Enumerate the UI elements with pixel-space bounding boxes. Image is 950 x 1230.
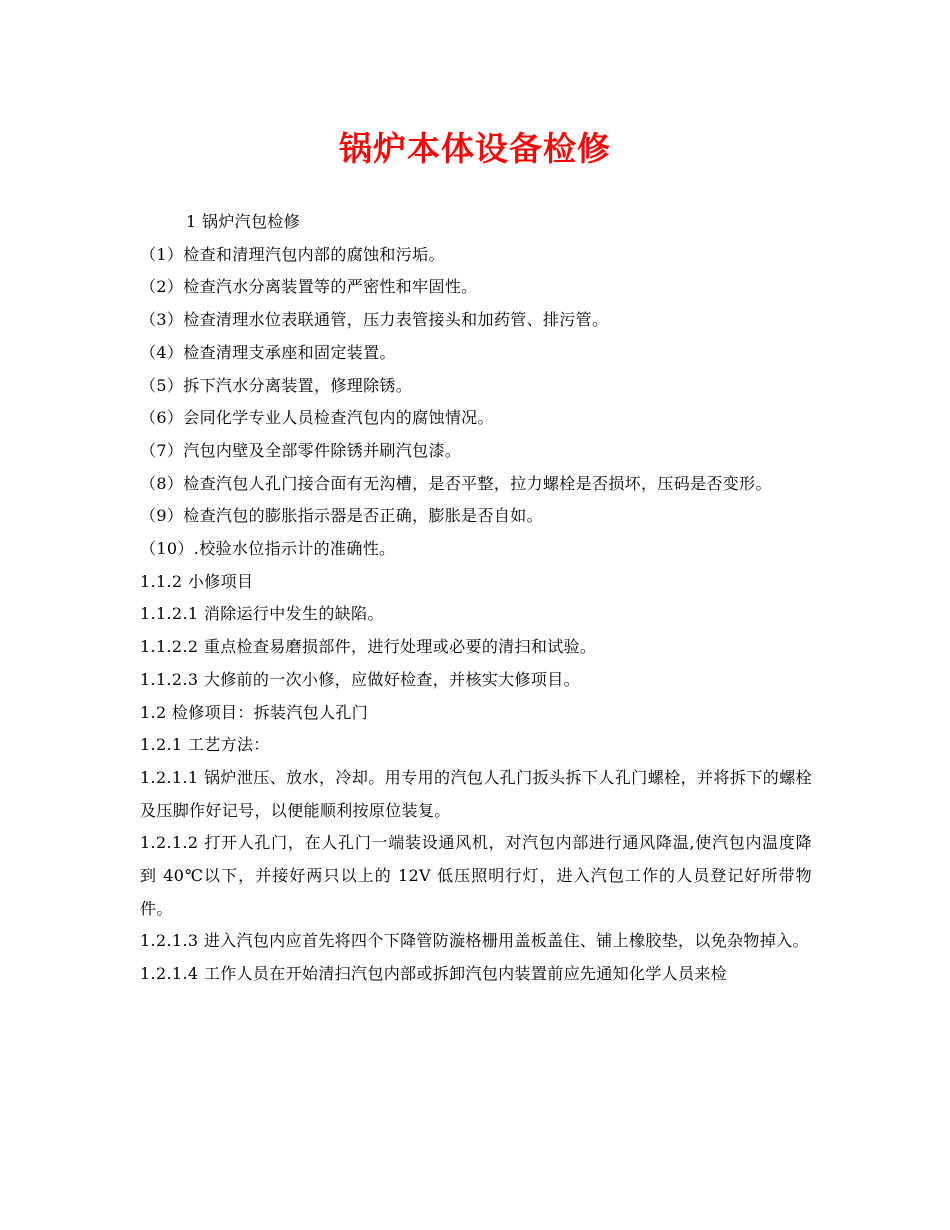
paragraph: 1.2.1.1 锅炉泄压、放水，冷却。用专用的汽包人孔门扳头拆下人孔门螺栓，并将拆下的螺栓及压脚作好记号，以便能顺利按原位装复。 bbox=[140, 767, 812, 820]
paragraph: （3）检查清理水位表联通管，压力表管接头和加药管、排污管。 bbox=[140, 310, 609, 330]
paragraph: 1 锅炉汽包检修 bbox=[186, 212, 301, 231]
paragraph: 1.1.2.3 大修前的一次小修，应做好检查，并核实大修项目。 bbox=[140, 669, 580, 689]
paragraph: （10）.校验水位指示计的准确性。 bbox=[140, 539, 396, 559]
document-body bbox=[140, 206, 812, 991]
paragraph: （1）检查和清理汽包内部的腐蚀和污垢。 bbox=[140, 244, 445, 264]
paragraph: （5）拆下汽水分离装置，修理除锈。 bbox=[140, 375, 413, 395]
paragraph: 1.2.1.2 打开人孔门，在人孔门一端装设通风机，对汽包内部进行通风降温,使汽包内温度降到 40℃以下，并接好两只以上的 12V 低压照明行灯，进入汽包工作的人员登记好所带物件。 bbox=[140, 833, 812, 918]
paragraph: 1.1.2 小修项目 bbox=[140, 571, 254, 591]
paragraph: （2）检查汽水分离装置等的严密性和牢固性。 bbox=[140, 277, 478, 297]
paragraph: （9）检查汽包的膨胀指示器是否正确，膨胀是否自如。 bbox=[140, 506, 543, 526]
paragraph: 1.2.1.4 工作人员在开始清扫汽包内部或拆卸汽包内装置前应先通知化学人员来检 bbox=[140, 964, 728, 984]
document-title: 锅炉本体设备检修 bbox=[339, 129, 611, 168]
paragraph: 1.2.1.3 进入汽包内应首先将四个下降管防漩格栅用盖板盖住、铺上橡胶垫，以免杂物掉入。 bbox=[140, 931, 809, 951]
paragraph: （7）汽包内壁及全部零件除锈并刷汽包漆。 bbox=[140, 440, 462, 460]
paragraph: 1.2.1 工艺方法： bbox=[140, 735, 270, 755]
paragraph: 1.1.2.2 重点检查易磨损部件，进行处理或必要的清扫和试验。 bbox=[140, 637, 597, 657]
paragraph: 1.2 检修项目：拆装汽包人孔门 bbox=[140, 702, 369, 722]
paragraph: （6）会同化学专业人员检查汽包内的腐蚀情况。 bbox=[140, 408, 494, 428]
paragraph: 1.1.2.1 消除运行中发生的缺陷。 bbox=[140, 604, 384, 624]
paragraph: （4）检查清理支承座和固定装置。 bbox=[140, 342, 396, 362]
paragraph: （8）检查汽包人孔门接合面有无沟槽，是否平整，拉力螺栓是否损坏，压码是否变形。 bbox=[140, 473, 772, 493]
